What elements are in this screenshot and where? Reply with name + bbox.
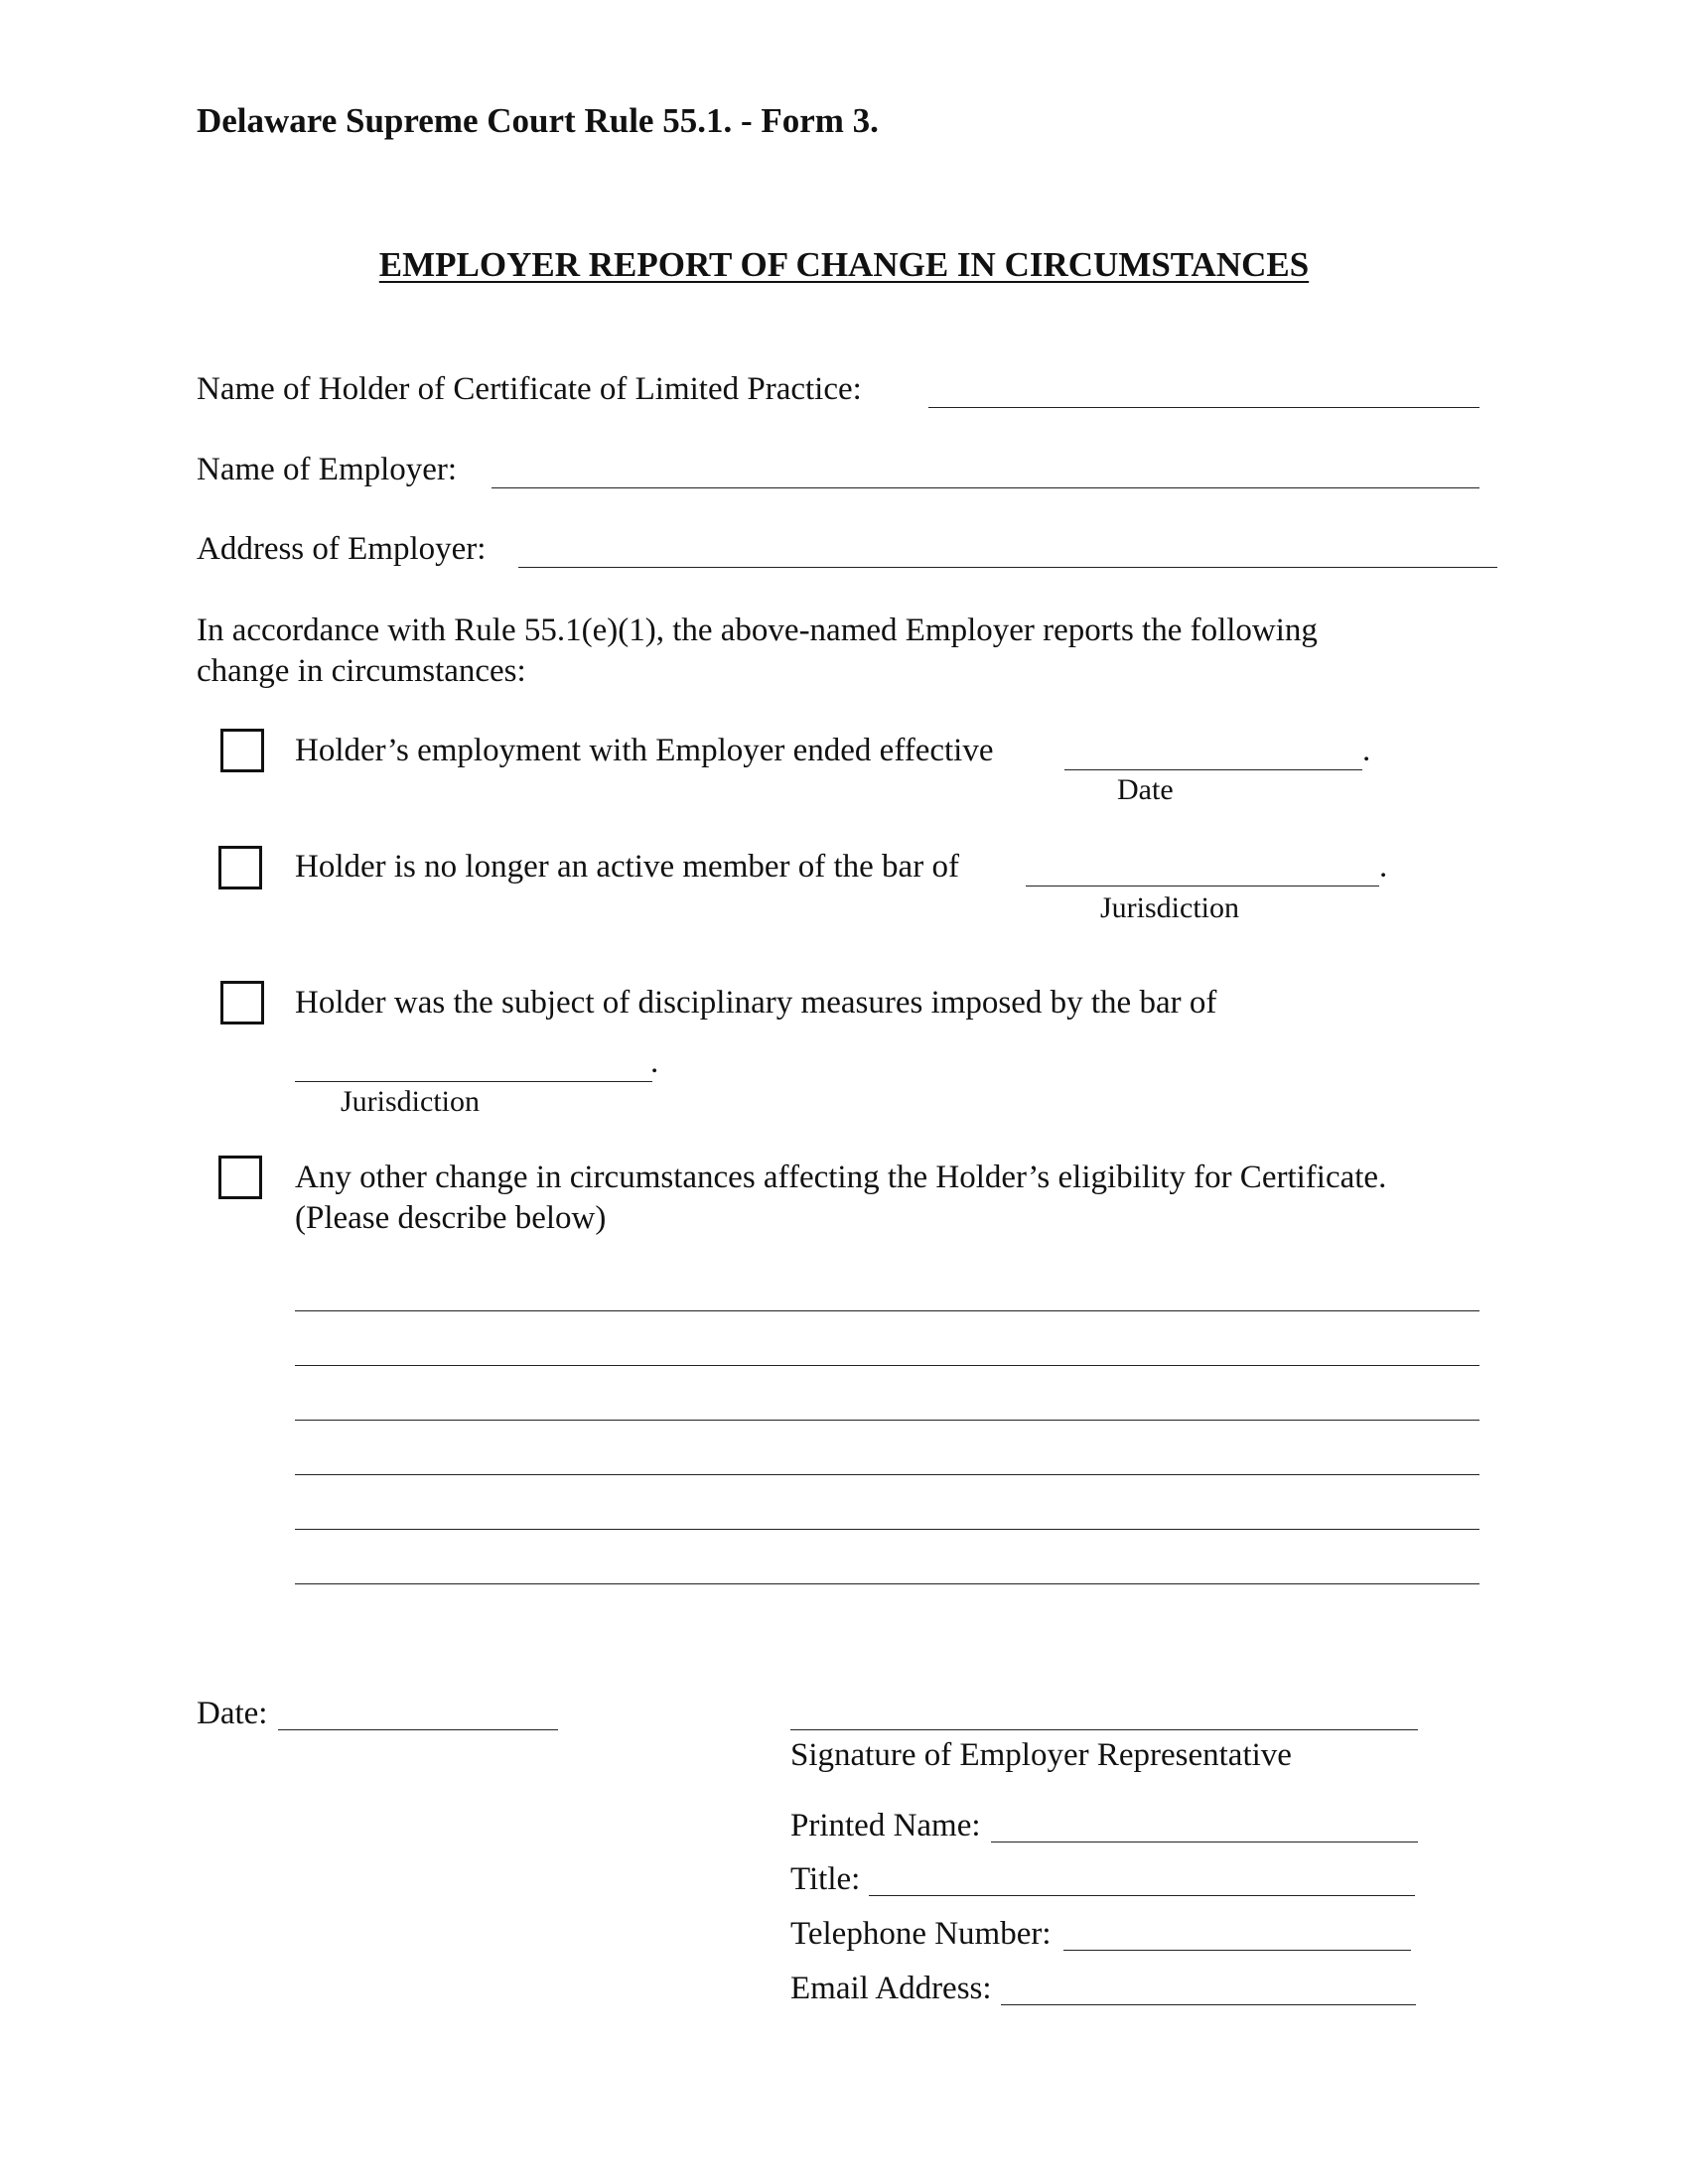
intro-line-1: In accordance with Rule 55.1(e)(1), the above-named Employer reports the following	[197, 613, 1318, 648]
employer-name-field[interactable]	[492, 487, 1479, 488]
date-field[interactable]	[278, 1729, 558, 1730]
telephone-field[interactable]	[1063, 1950, 1411, 1951]
jurisdiction-caption: Jurisdiction	[341, 1085, 480, 1118]
title-field[interactable]	[869, 1895, 1415, 1896]
printed-name-field[interactable]	[991, 1842, 1418, 1843]
form-title-text: EMPLOYER REPORT OF CHANGE IN CIRCUMSTANCES	[378, 245, 1310, 284]
disciplinary-checkbox[interactable]	[220, 981, 264, 1024]
description-line[interactable]	[295, 1583, 1479, 1584]
description-line[interactable]	[295, 1365, 1479, 1366]
signature-field[interactable]	[790, 1729, 1418, 1730]
description-line[interactable]	[295, 1420, 1479, 1421]
no-longer-member-jurisdiction-field[interactable]	[1026, 886, 1379, 887]
signature-caption: Signature of Employer Representative	[790, 1737, 1292, 1773]
jurisdiction-caption: Jurisdiction	[1100, 891, 1239, 924]
no-longer-member-checkbox[interactable]	[218, 846, 262, 889]
other-change-checkbox[interactable]	[218, 1156, 262, 1199]
date-caption: Date	[1117, 773, 1174, 806]
employment-ended-text: Holder’s employment with Employer ended effective	[295, 733, 994, 768]
telephone-label: Telephone Number:	[790, 1916, 1052, 1952]
other-change-instruction: (Please describe below)	[295, 1200, 607, 1236]
date-label: Date:	[197, 1696, 268, 1731]
disciplinary-jurisdiction-field[interactable]	[295, 1081, 652, 1082]
rule-header: Delaware Supreme Court Rule 55.1. - Form 3.	[197, 101, 879, 140]
title-label: Title:	[790, 1861, 861, 1897]
other-change-text: Any other change in circumstances affecting the Holder’s eligibility for Certificate.	[295, 1160, 1387, 1195]
employer-name-label: Name of Employer:	[197, 452, 458, 487]
no-longer-member-text: Holder is no longer an active member of the bar of	[295, 849, 959, 885]
employment-ended-checkbox[interactable]	[220, 729, 264, 772]
email-label: Email Address:	[790, 1971, 992, 2006]
form-title	[0, 245, 1688, 285]
intro-line-2: change in circumstances:	[197, 653, 526, 689]
no-longer-member-period: .	[1379, 849, 1388, 885]
printed-name-label: Printed Name:	[790, 1808, 981, 1843]
disciplinary-period: .	[650, 1044, 659, 1080]
employment-ended-period: .	[1362, 733, 1371, 768]
email-field[interactable]	[1001, 2004, 1416, 2005]
disciplinary-text: Holder was the subject of disciplinary measures imposed by the bar of	[295, 985, 1217, 1021]
employer-address-field[interactable]	[518, 567, 1497, 568]
holder-name-label: Name of Holder of Certificate of Limited Practice:	[197, 371, 862, 407]
employment-ended-date-field[interactable]	[1064, 769, 1362, 770]
description-line[interactable]	[295, 1529, 1479, 1530]
description-line[interactable]	[295, 1474, 1479, 1475]
description-line[interactable]	[295, 1310, 1479, 1311]
holder-name-field[interactable]	[928, 407, 1479, 408]
employer-address-label: Address of Employer:	[197, 531, 487, 567]
